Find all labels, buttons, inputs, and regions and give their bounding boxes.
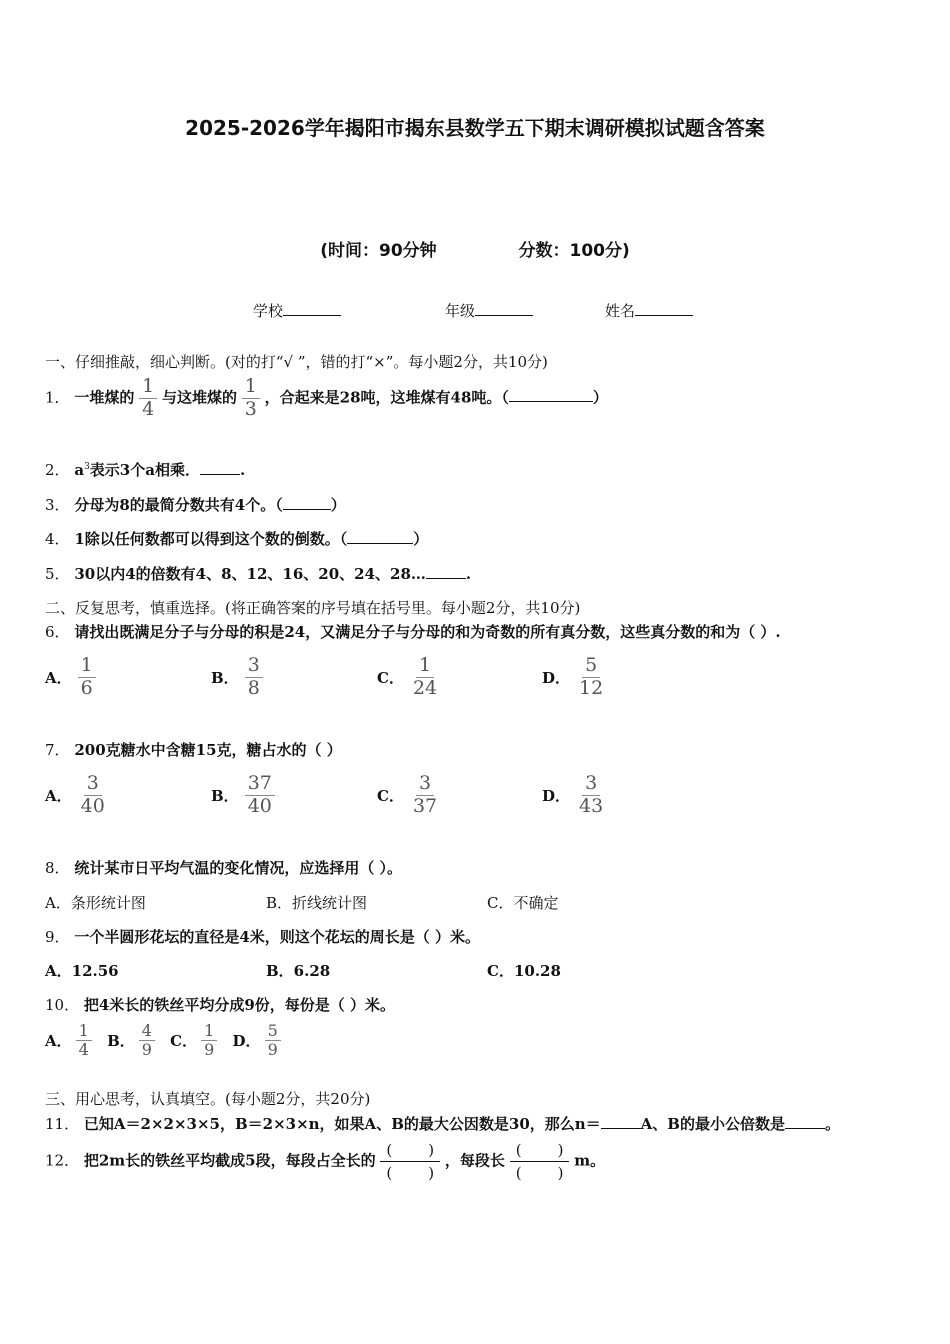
name-label: 姓名 (605, 302, 636, 320)
question-2 (45, 459, 245, 480)
q8-number: 8． (45, 859, 70, 877)
q12-text-1: 把2m长的铁丝平均截成5段，每段占全长的 (83, 1151, 376, 1170)
exam-time: (时间：90分钟 (320, 241, 437, 261)
q6-option-a[interactable]: A． $\frac{1}{6}$ (45, 655, 96, 700)
section-2-heading: 二、反复思考，慎重选择。(将正确答案的序号填在括号里。每小题2分，共10分) (45, 599, 581, 617)
q1-text-2: 与这堆煤的 (162, 388, 238, 407)
q3-end: ） (330, 496, 346, 514)
q12-length-blank[interactable]: $\frac{( )}{( )}$ (510, 1141, 570, 1182)
q3-text: 分母为8的最简分数共有4个。（ (74, 496, 283, 514)
question-6 (45, 621, 781, 642)
q1-fraction-2: $\frac{1}{3}$ (242, 376, 260, 421)
q11-end: 。 (825, 1115, 841, 1133)
q5-end: . (465, 565, 472, 583)
q11-number: 11． (45, 1115, 80, 1133)
question-7 (45, 739, 342, 760)
exam-score: 分数：100分) (518, 241, 630, 261)
question-5 (45, 563, 471, 584)
q9-option-c[interactable]: C．10.28 (487, 962, 561, 980)
q10-option-b[interactable]: B． $\frac{4}{9}$ (107, 1031, 155, 1049)
exam-subtitle (0, 236, 950, 261)
q4-answer-blank[interactable] (347, 543, 413, 544)
q7-option-d[interactable]: D． $\frac{3}{43}$ (542, 772, 604, 817)
school-label: 学校 (253, 302, 284, 320)
q1-answer-blank[interactable] (509, 401, 593, 402)
q10-options (45, 1022, 281, 1060)
q5-answer-blank[interactable] (426, 578, 466, 579)
q4-number: 4． (45, 530, 70, 548)
grade-field[interactable] (445, 300, 533, 321)
q2-text: 表示3个a相乘． (89, 461, 200, 479)
q6-number: 6． (45, 623, 70, 641)
q8-text: 统计某市日平均气温的变化情况，应选择用（ ）。 (74, 859, 403, 877)
q10-option-a[interactable]: A． $\frac{1}{4}$ (45, 1031, 92, 1049)
q1-text-4: ） (592, 388, 608, 407)
q9-option-a[interactable]: A．12.56 (45, 962, 119, 980)
q5-number: 5． (45, 565, 70, 583)
q8-option-a[interactable]: A．条形统计图 (45, 894, 146, 912)
q3-answer-blank[interactable] (283, 509, 331, 510)
q6-option-d[interactable]: D． $\frac{5}{12}$ (542, 654, 604, 699)
q11-blank-lcm[interactable] (785, 1128, 825, 1129)
name-field[interactable] (605, 300, 693, 321)
question-11 (45, 1113, 840, 1134)
q6-option-c[interactable]: C． $\frac{1}{24}$ (377, 654, 438, 699)
q6-option-b[interactable]: B． $\frac{3}{8}$ (211, 655, 263, 700)
question-8 (45, 857, 402, 878)
school-field[interactable] (253, 300, 341, 321)
question-3 (45, 494, 346, 515)
question-12 (45, 1141, 605, 1182)
q12-fraction-blank[interactable]: $\frac{( )}{( )}$ (380, 1141, 440, 1182)
q8-option-b[interactable]: B．折线统计图 (266, 894, 368, 912)
q12-text-2: ，每段长 (444, 1151, 505, 1170)
q1-text-3: ，合起来是28吨，这堆煤有48吨。（ (264, 388, 509, 407)
q3-number: 3． (45, 496, 70, 514)
question-10 (45, 994, 395, 1015)
q7-option-b[interactable]: B． $\frac{37}{40}$ (211, 773, 275, 818)
q1-text-1: 一堆煤的 (74, 388, 135, 407)
q10-text: 把4米长的铁丝平均分成9份，每份是（ ）米。 (83, 996, 395, 1014)
question-1 (45, 376, 608, 421)
q1-fraction-1: $\frac{1}{4}$ (139, 376, 157, 421)
q11-text: 已知A＝2×2×3×5，B＝2×3×n，如果A、B的最大公因数是30，那么n＝ (83, 1115, 601, 1133)
q5-text: 30以内4的倍数有4、8、12、16、20、24、28… (74, 565, 426, 583)
q10-option-d[interactable]: D． $\frac{5}{9}$ (233, 1031, 281, 1049)
q9-text: 一个半圆形花坛的直径是4米，则这个花坛的周长是（ ）米。 (74, 928, 480, 946)
q2-base: a (74, 461, 85, 479)
q6-text: 请找出既满足分子与分母的积是24，又满足分子与分母的和为奇数的所有真分数，这些真分数的和为（ ）. (74, 623, 781, 641)
q4-text: 1除以任何数都可以得到这个数的倒数。（ (74, 530, 348, 548)
q2-number: 2． (45, 461, 70, 479)
q2-end: . (239, 461, 246, 479)
section-1-heading: 一、仔细推敲，细心判断。(对的打“√ ”，错的打“×”。每小题2分，共10分) (45, 353, 548, 371)
q7-text: 200克糖水中含糖15克，糖占水的（ ） (74, 741, 342, 759)
q7-number: 7． (45, 741, 70, 759)
q7-option-a[interactable]: A． $\frac{3}{40}$ (45, 772, 105, 817)
section-3-heading: 三、用心思考，认真填空。(每小题2分，共20分) (45, 1090, 371, 1108)
q12-number: 12． (45, 1151, 80, 1170)
page-title: 2025-2026学年揭阳市揭东县数学五下期末调研模拟试题含答案 (185, 116, 765, 140)
q10-number: 10． (45, 996, 80, 1014)
q8-option-c[interactable]: C．不确定 (487, 894, 559, 912)
q10-option-c[interactable]: C． $\frac{1}{9}$ (170, 1031, 217, 1049)
q2-answer-blank[interactable] (200, 474, 240, 475)
q1-number: 1． (45, 388, 70, 407)
q12-text-3: m。 (574, 1151, 606, 1170)
q9-number: 9． (45, 928, 70, 946)
q11-blank-n[interactable] (601, 1128, 641, 1129)
q2-exponent: 3 (84, 462, 90, 472)
q4-end: ） (413, 530, 429, 548)
q9-option-b[interactable]: B．6.28 (266, 962, 331, 980)
q11-mid: A、B的最小公倍数是 (640, 1115, 785, 1133)
q7-option-c[interactable]: C． $\frac{3}{37}$ (377, 772, 438, 817)
question-9 (45, 926, 480, 947)
question-4 (45, 528, 428, 549)
grade-label: 年级 (445, 302, 476, 320)
